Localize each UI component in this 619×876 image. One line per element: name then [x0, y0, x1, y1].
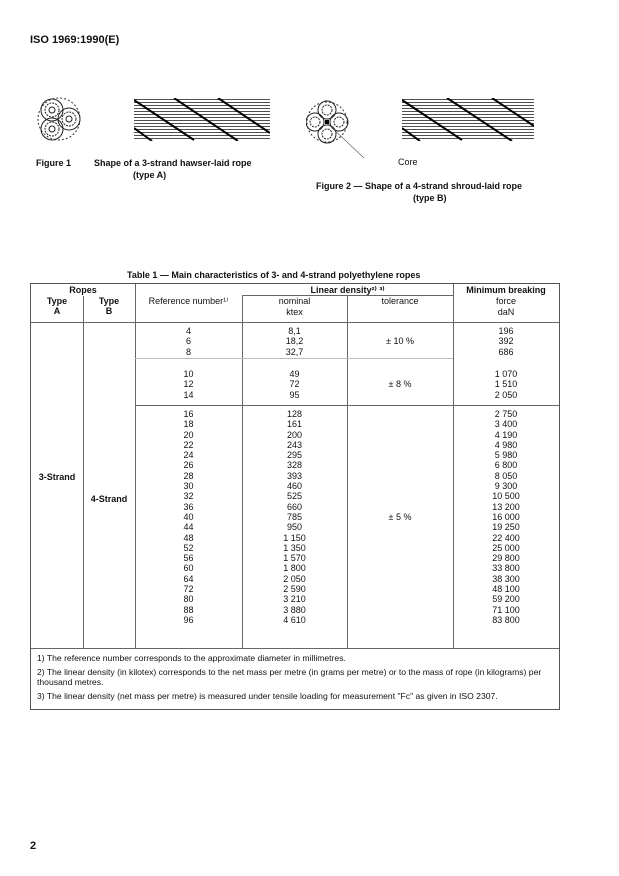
header-type-b-value: B: [105, 306, 113, 316]
figure-2-caption-type: (type B): [413, 193, 447, 203]
header-linear-density: Linear density²⁾ ³⁾: [310, 285, 385, 295]
header-ropes: Ropes: [69, 285, 97, 295]
header-type-a-value: A: [53, 306, 61, 316]
page-number: 2: [30, 840, 37, 852]
reference-numbers-group-2: 10 12 14: [183, 369, 194, 400]
header-force-unit: daN: [497, 307, 515, 317]
header-nominal: nominal: [278, 296, 311, 306]
figure-1-caption: Shape of a 3-strand hawser-laid rope: [94, 158, 252, 168]
type-b-value: 4-Strand: [90, 494, 128, 504]
header-type-a: Type: [46, 296, 68, 306]
breaking-force-group-2: 1 070 1 510 2 050: [494, 369, 518, 400]
header-force: force: [495, 296, 516, 306]
type-a-value: 3-Strand: [38, 472, 76, 482]
four-strand-cross-section-illustration: [306, 100, 366, 170]
header-type-b: Type: [98, 296, 120, 306]
tolerance-group-3: ± 5 %: [388, 512, 412, 522]
nominal-density-group-1: 8,1 18,2 32,7: [285, 326, 304, 357]
header-tolerance: tolerance: [381, 296, 419, 306]
reference-numbers-group-1: 4 6 8: [185, 326, 191, 357]
footnote-3: 3) The linear density (net mass per metre) is measured under tensile loading for measurement "Fc" as given in ISO 2307.: [37, 691, 498, 701]
footnote-1: 1) The reference number corresponds to the approximate diameter in millimetres.: [37, 653, 346, 663]
characteristics-table: [30, 283, 560, 710]
breaking-force-group-1: 196 392 686: [498, 326, 514, 357]
three-strand-cross-section-illustration: [36, 96, 82, 142]
tolerance-group-1: ± 10 %: [386, 336, 414, 346]
reference-numbers-group-3: 16 18 20 22 24 26 28 30 32 36 40 44 48 52 56 60 64 72 80 88 96: [183, 409, 194, 625]
core-callout-label: Core: [398, 157, 418, 167]
figure-1-label: Figure 1: [36, 158, 72, 168]
tolerance-group-2: ± 8 %: [388, 379, 412, 389]
standard-header: ISO 1969:1990(E): [30, 34, 120, 46]
table-title: Table 1 — Main characteristics of 3- and 4-strand polyethylene ropes: [127, 270, 421, 280]
nominal-density-group-3: 128 161 200 243 295 328 393 460 525 660 785 950 1 150 1 350 1 570 1 800 2 050 2 590 3 210 3 880 4 610: [283, 409, 306, 625]
nominal-density-group-2: 49 72 95: [289, 369, 300, 400]
header-nominal-unit: ktex: [286, 307, 303, 317]
footnote-2: 2) The linear density (in kilotex) corresponds to the net mass per metre (in grams per metre) or to the mass of rope (in kilograms) per thousand metres.: [37, 667, 542, 687]
header-min-breaking-force: Minimum breaking: [466, 285, 546, 295]
figure-1-caption-type: (type A): [133, 170, 167, 180]
figure-2-caption: Figure 2 — Shape of a 4-strand shroud-laid rope: [316, 181, 523, 191]
three-strand-rope-illustration: [134, 98, 270, 141]
header-reference-number: Reference number¹⁾: [148, 296, 229, 306]
breaking-force-group-3: 2 750 3 400 4 190 4 980 5 980 6 800 8 050 9 300 10 500 13 200 16 000 19 250 22 400 25 000 29 800 33 800 38 300 48 100 59 200 71 100 83 800: [492, 409, 520, 625]
four-strand-rope-illustration: [402, 98, 534, 141]
